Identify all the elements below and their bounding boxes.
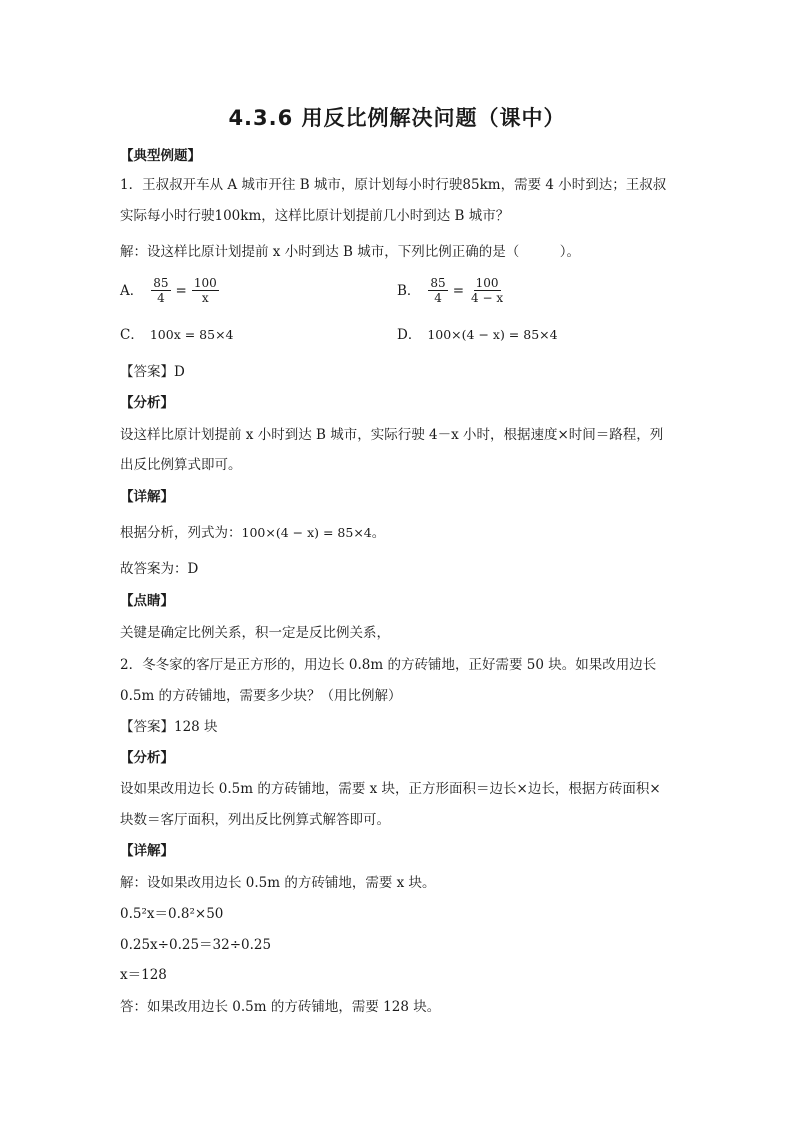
option-a-num1: 85	[153, 276, 169, 290]
q2-analysis-line1: 设如果改用边长 0.5m 的方砖铺地，需要 x 块，正方形面积＝边长×边长，根据方砖面积×	[120, 781, 661, 797]
q1-analysis-line2: 出反比例算式即可。	[120, 457, 242, 473]
q1-text-line2: 实际每小时行驶100km，这样比原计划提前几小时到达 B 城市？	[120, 208, 510, 224]
option-b-label: B．	[397, 282, 421, 299]
option-b-num2: 100	[475, 276, 499, 290]
q1-detail-line	[120, 524, 385, 542]
option-a-den2: x	[201, 291, 209, 305]
q2-solve-line2: 0.5²x＝0.8²×50	[120, 906, 224, 922]
option-d-label: D．	[397, 327, 422, 343]
q1-prompt: 解：设这样比原计划提前 x 小时到达 B 城市，下列比例正确的是（ ）。	[120, 244, 580, 260]
option-b-fraction-right	[469, 276, 505, 305]
option-c-label: C．	[120, 327, 144, 343]
q1-text-line1: 1．王叔叔开车从 A 城市开往 B 城市，原计划每小时行驶85km，需要 4 小时到达；王叔叔	[120, 177, 667, 193]
equals-sign: =	[452, 282, 465, 299]
equals-sign: =	[175, 282, 187, 299]
q2-text-line2: 0.5m 的方砖铺地，需要多少块？（用比例解）	[120, 688, 402, 704]
q1-note: 关键是确定比例关系，积一定是反比例关系，	[120, 625, 390, 641]
option-a-fraction-right	[192, 276, 219, 305]
q1-note-header: 【点睛】	[120, 593, 174, 609]
option-a-den1: 4	[157, 291, 165, 305]
q2-solve-line3: 0.25x÷0.25＝32÷0.25	[120, 937, 272, 953]
q1-detail-formula: 100×(4 − x) = 85×4	[241, 525, 372, 540]
q1-option-b	[397, 276, 507, 305]
option-d-formula: 100×(4 − x) = 85×4	[427, 327, 558, 342]
option-b-den1: 4	[434, 291, 442, 305]
section-header: 【典型例题】	[120, 148, 201, 164]
q1-analysis-header: 【分析】	[120, 395, 174, 411]
option-c-formula: 100x = 85×4	[149, 327, 234, 342]
q2-solve-line1: 解：设如果改用边长 0.5m 的方砖铺地，需要 x 块。	[120, 875, 436, 891]
q2-answer: 【答案】128 块	[120, 719, 218, 735]
q1-final-answer: 故答案为：D	[120, 561, 199, 577]
q1-option-d	[397, 326, 558, 344]
q1-analysis-line1: 设这样比原计划提前 x 小时到达 B 城市，实际行驶 4－x 小时，根据速度×时间＝路程，列	[120, 427, 664, 443]
q2-conclusion: 答：如果改用边长 0.5m 的方砖铺地，需要 128 块。	[120, 999, 441, 1015]
q2-solve-line4: x＝128	[120, 967, 167, 983]
q1-option-a	[120, 276, 221, 305]
q2-analysis-header: 【分析】	[120, 750, 174, 766]
option-a-num2: 100	[193, 276, 217, 290]
option-b-fraction-left	[428, 276, 447, 305]
option-b-num1: 85	[430, 276, 446, 290]
q2-analysis-line2: 块数＝客厅面积，列出反比例算式解答即可。	[120, 812, 390, 828]
q2-text-line1: 2．冬冬家的客厅是正方形的，用边长 0.8m 的方砖铺地，正好需要 50 块。如果改用边长	[120, 657, 657, 673]
q1-detail-header: 【详解】	[120, 489, 174, 505]
q1-detail-prefix: 根据分析，列式为：	[120, 525, 242, 541]
page-title: 4.3.6 用反比例解决问题（课中）	[228, 106, 566, 130]
option-a-label: A．	[120, 282, 144, 299]
q1-answer: 【答案】D	[120, 364, 185, 380]
q1-option-c	[120, 326, 234, 344]
q1-detail-suffix: 。	[371, 525, 386, 541]
option-b-den2: 4 − x	[471, 291, 504, 305]
q2-detail-header: 【详解】	[120, 843, 174, 859]
option-a-fraction-left	[151, 276, 170, 305]
